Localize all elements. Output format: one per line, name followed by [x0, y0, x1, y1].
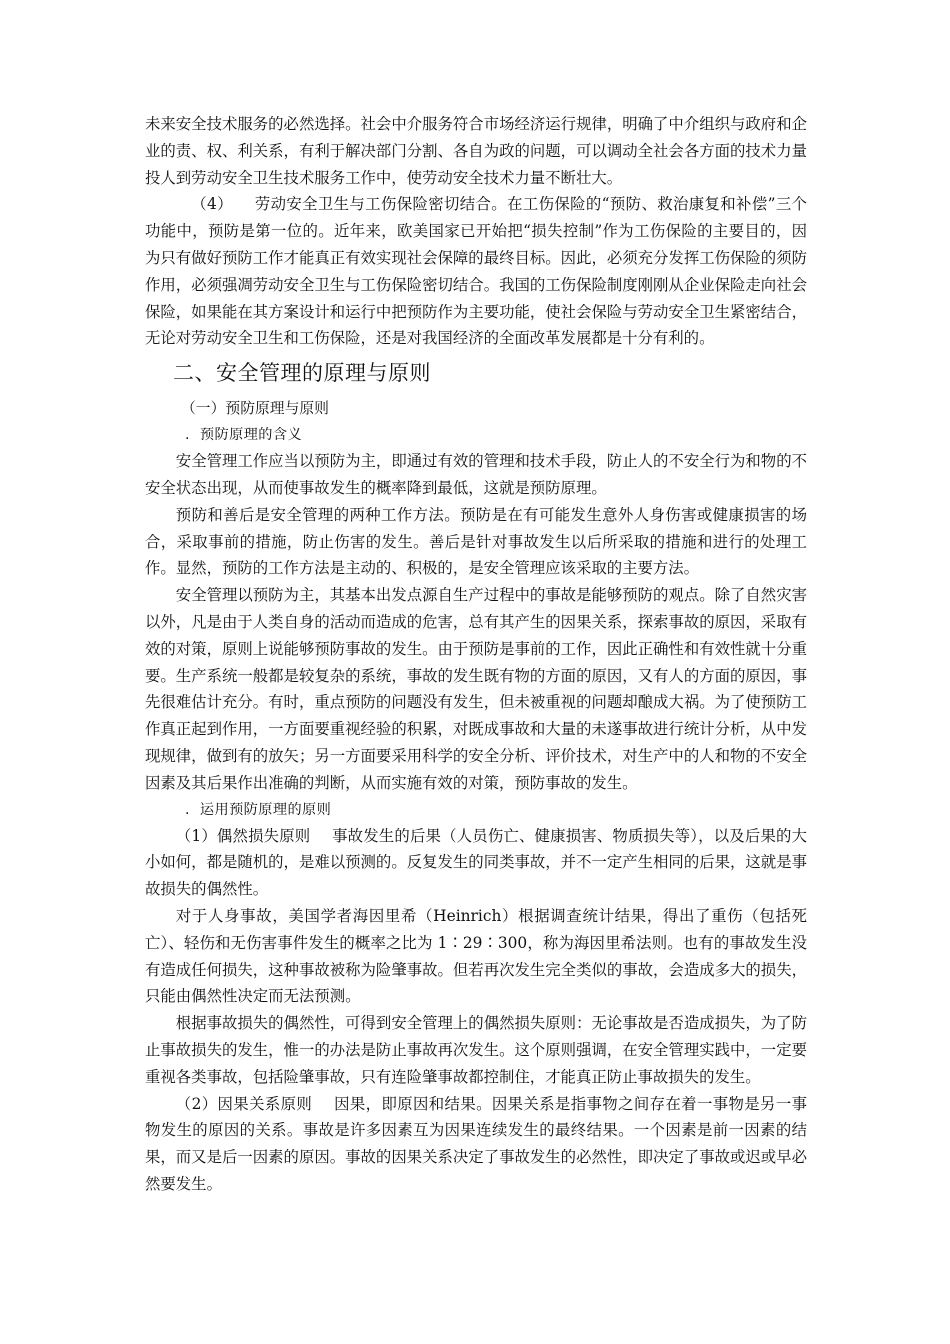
document-body [145, 111, 807, 1198]
point-2-dot: . [185, 801, 190, 818]
paragraph-prevention-definition: 安全管理工作应当以预防为主，即通过有效的管理和技术手段，防止人的不安全行为和物的不安全状态出现，从而使事故发生的概率降到最低，这就是预防原理。 [145, 452, 807, 497]
point-1-title: 预防原理的含义 [199, 427, 303, 444]
point-2-title: 运用预防原理的原则 [199, 801, 332, 818]
point-heading-1 [145, 422, 807, 448]
paragraph-prevention-methods: 预防和善后是安全管理的两种工作方法。预防是在有可能发生意外人身伤害或健康损害的场合，采取事前的措施，防止伤害的发生。善后是针对事故发生以后所采取的措施和进行的处理工作。显然，预防的工作方法是主动的、积极的，是安全管理应该采取的主要方法。 [145, 505, 807, 578]
principle-1-text: 事故发生的后果（人员伤亡、健康损害、物质损失等），以及后果的大小如何，都是随机的，是难以预测的。反复发生的同类事故，并不一定产生相同的后果，这就是事故损失的偶然性。 [145, 826, 807, 899]
principle-1-label: （1）偶然损失原则 [175, 826, 311, 845]
principle-2-label: （2）因果关系原则 [175, 1094, 313, 1113]
point-1-dot: . [185, 427, 190, 444]
paragraph-accidental-loss-principle: 根据事故损失的偶然性，可得到安全管理上的偶然损失原则：无论事故是否造成损失，为了防止事故损失的发生，惟一的办法是防止事故再次发生。这个原则强调，在安全管理实践中，一定要重视各类事故，包括险肇事故，只有连险肇事故都控制住，才能真正防止事故损失的发生。 [145, 1014, 807, 1086]
paragraph-heinrich: 对于人身事故，美国学者海因里希（Heinrich）根据调查统计结果，得出了重伤（包括死亡）、轻伤和无伤害事件发生的概率之比为 1∶29∶300，称为海因里希法则。也有的事故发生没有造成任何损失，这种事故被称为险肇事故。但若再次发生完全类似的事故，会造成多大的损失，只能由偶然性决定而无法预测。 [145, 906, 807, 1006]
subsection-heading: （一）预防原理与原则 [181, 400, 329, 418]
item-4-label: （4） [191, 195, 233, 214]
paragraph-item-4 [145, 191, 807, 352]
paragraph-intro-continuation: 未来安全技术服务的必然选择。社会中介服务符合市场经济运行规律，明确了中介组织与政府和企业的责、权、利关系，有利于解决部门分割、各自为政的问题，可以调动全社会各方面的技术力量投人到劳动安全卫生技术服务工作中，使劳动安全技术力量不断壮大。 [145, 115, 807, 187]
principle-2-text: 因果，即原因和结果。因果关系是指事物之间存在着一事物是另一事物发生的原因的关系。事故是许多因素互为因果连续发生的最终结果。一个因素是前一因素的结果，而又是后一因素的原因。事故的因果关系决定了事故发生的必然性，即决定了事故或迟或早必然要发生。 [145, 1094, 807, 1193]
paragraph-causality [145, 1091, 807, 1198]
paragraph-accidental-loss [145, 823, 807, 903]
item-4-text: 劳动安全卫生与工伤保险密切结合。在工伤保险的“预防、救治康复和补偿”三个功能中，预防是第一位的。近年来，欧美国家已开始把“损失控制”作为工伤保险的主要目的，因为只有做好预防工作才能真正有效实现社会保障的最终目标。因此，必须充分发挥工伤保险的须防作用，必须强凋劳动安全卫生与工伤保险密切结合。我国的工伤保险制度刚刚从企业保险走向社会保险，如果能在其方案设计和运行中把预防作为主要功能，使社会保险与劳动安全卫生紧密结合，无论对劳动安全卫生和工伤保险，还是对我国经济的全面改革发展都是十分有利的。 [145, 195, 807, 348]
paragraph-prevention-basis: 安全管理以预防为主，其基本出发点源自生产过程中的事故是能够预防的观点。除了自然灾害以外，凡是由于人类自身的活动而造成的危害，总有其产生的因果关系，探索事故的原因，采取有效的对策，原则上说能够预防事故的发生。由于预防是事前的工作，因此正确性和有效性就十分重要。生产系统一般都是较复杂的系统，事故的发生既有物的方面的原因，又有人的方面的原因，事先很难估计充分。有时，重点预防的问题没有发生，但未被重视的问题却酿成大祸。为了使预防工作真正起到作用，一方面要重视经验的积累，对既成事故和大量的未遂事故进行统计分析，从中发现规律，做到有的放矢；另一方面要采用科学的安全分析、评价技术，对生产中的人和物的不安全因素及其后果作出准确的判断，从而实施有效的对策，预防事故的发生。 [145, 586, 807, 792]
point-heading-2 [145, 797, 807, 823]
section-heading: 二、安全管理的原理与原则 [173, 361, 431, 386]
